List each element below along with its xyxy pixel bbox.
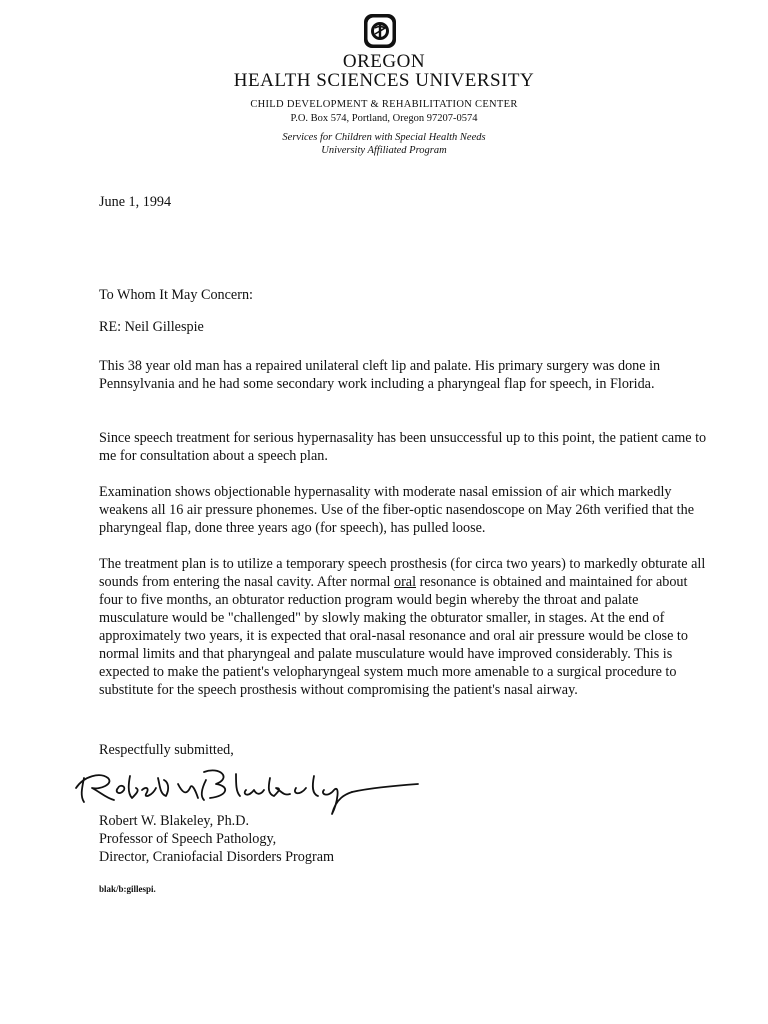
signer-block bbox=[99, 812, 709, 866]
paragraph-examination: Examination shows objectionable hypernasality with moderate nasal emission of air which markedly weakens all 16 air pressure phonemes. Use of the fiber-optic nasendoscope on May 26th verified that the pharyngeal flap, done three years ago (for speech), has pulled loose. bbox=[99, 484, 695, 536]
signer-title: Professor of Speech Pathology, bbox=[99, 831, 277, 847]
services-tagline: Services for Children with Special Health Needs bbox=[282, 132, 486, 143]
subject-line: RE: Neil Gillespie bbox=[99, 319, 204, 335]
paragraph-history: This 38 year old man has a repaired unilateral cleft lip and palate. His primary surgery was done in Pennsylvania and he had some secondary work including a pharyngeal flap for speech, in Florida. bbox=[99, 358, 661, 392]
institution-name-line1: OREGON bbox=[342, 51, 426, 72]
institution-name-line2: HEALTH SCIENCES UNIVERSITY bbox=[233, 70, 535, 91]
program-tagline: University Affiliated Program bbox=[321, 145, 447, 156]
letter-date: June 1, 1994 bbox=[99, 194, 172, 210]
handwritten-signature-icon bbox=[70, 758, 430, 820]
paragraph-referral: Since speech treatment for serious hypernasality has been unsuccessful up to this point, the patient came to me for consultation about a speech plan. bbox=[99, 430, 707, 464]
signer-name: Robert W. Blakeley, Ph.D. bbox=[99, 813, 250, 829]
treatment-plan-text-start: The treatment plan is to utilize a temporary speech prosthesis (for circa two years) to markedly obturate all sounds from entering the nasal cavity. After normal bbox=[99, 556, 706, 590]
closing: Respectfully submitted, bbox=[99, 742, 234, 758]
salutation: To Whom It May Concern: bbox=[99, 287, 253, 303]
ohsu-seal-icon bbox=[362, 12, 398, 50]
paragraph-treatment-plan bbox=[99, 555, 709, 699]
signer-role: Director, Craniofacial Disorders Program bbox=[99, 849, 335, 865]
underlined-word-oral: oral bbox=[393, 574, 417, 590]
mailing-address: P.O. Box 574, Portland, Oregon 97207-0574 bbox=[290, 113, 478, 124]
department-name: CHILD DEVELOPMENT & REHABILITATION CENTER bbox=[250, 99, 518, 110]
treatment-plan-text-end: resonance is obtained and maintained for about four to five months, an obturator reduction program would begin whereby the throat and palate musculature would be "challenged" by slowly making the obturator smaller, in stages. At the end of approximately two years, it is expected that oral-nasal resonance and oral air pressure would be close to normal limits and that pharyngeal and palate musculature would have improved considerably. This is expected to make the patient's velopharyngeal system much more amenable to a surgical procedure to substitute for the speech prosthesis without compromising the patient's nasal airway. bbox=[99, 574, 688, 698]
typist-reference: blak/b:gillespi. bbox=[99, 884, 156, 894]
